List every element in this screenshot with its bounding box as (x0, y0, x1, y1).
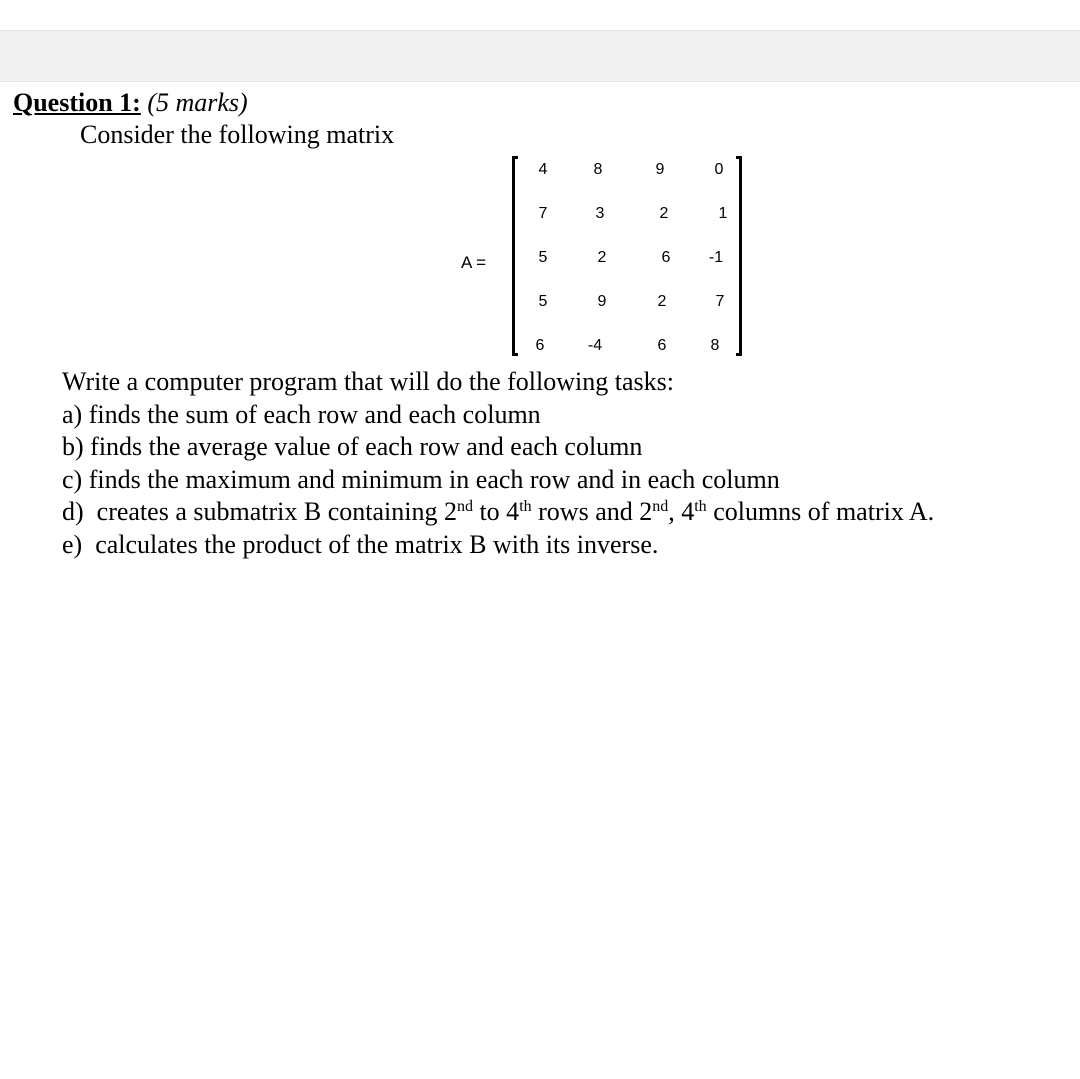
matrix-cell: 1 (718, 205, 728, 222)
task-d-superscript: th (694, 498, 707, 515)
matrix-cell: 4 (538, 161, 548, 178)
matrix-cell: 3 (595, 205, 605, 222)
matrix-cell: -4 (587, 337, 603, 354)
task-d-text: to 4 (472, 497, 520, 526)
question-intro: Consider the following matrix (80, 120, 395, 149)
task-intro: Write a computer program that will do the following tasks: (62, 367, 674, 396)
task-d-superscript: nd (652, 498, 669, 515)
task-b: b) finds the average value of each row and each column (62, 432, 643, 461)
task-d-superscript: nd (456, 498, 473, 515)
matrix-cell: 8 (710, 337, 720, 354)
matrix-cell: 5 (538, 293, 548, 310)
question-heading (13, 88, 248, 118)
matrix-cell: -1 (708, 249, 724, 266)
top-toolbar (0, 30, 1080, 82)
matrix-cell: 6 (661, 249, 671, 266)
matrix-label: A = (461, 253, 487, 272)
matrix-cell: 2 (657, 293, 667, 310)
matrix-cell: 8 (593, 161, 603, 178)
matrix-cell: 0 (714, 161, 724, 178)
question-marks: (5 marks) (147, 88, 248, 117)
task-d (62, 496, 934, 529)
matrix-right-bracket (736, 156, 742, 356)
task-e: e) calculates the product of the matrix B with its inverse. (62, 529, 659, 559)
task-d-text: d) creates a submatrix B containing 2 (62, 497, 457, 526)
matrix-cell: 2 (659, 205, 669, 222)
task-a: a) finds the sum of each row and each column (62, 399, 541, 429)
matrix-cell: 2 (597, 249, 607, 266)
task-list (62, 366, 934, 561)
task-d-text: columns of matrix A. (706, 497, 935, 526)
task-d-text: , 4 (668, 497, 695, 526)
matrix-left-bracket (512, 156, 518, 356)
matrix-cell: 7 (538, 205, 548, 222)
question-title: Question 1: (13, 88, 141, 117)
matrix-cell: 7 (715, 293, 725, 310)
task-c: c) finds the maximum and minimum in each row and in each column (62, 464, 780, 494)
matrix-cell: 9 (655, 161, 665, 178)
matrix-cell: 9 (597, 293, 607, 310)
matrix-cell: 6 (535, 337, 545, 354)
matrix-cell: 5 (538, 249, 548, 266)
task-d-superscript: th (519, 498, 532, 515)
matrix-cell: 6 (657, 337, 667, 354)
task-d-text: rows and 2 (531, 497, 653, 526)
